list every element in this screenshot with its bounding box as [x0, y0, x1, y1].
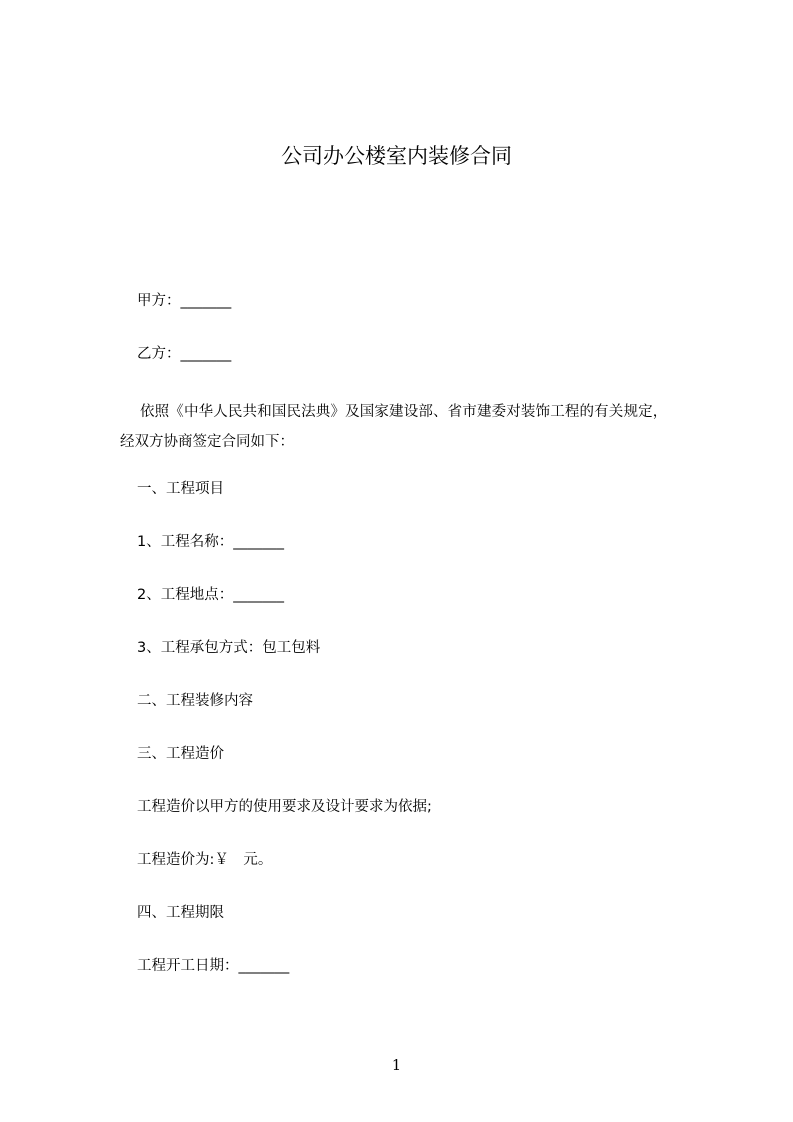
section-4-heading: 四、工程期限 — [137, 905, 224, 921]
intro-paragraph — [120, 397, 717, 457]
contract-method-line: 3、工程承包方式：包工包料 — [137, 640, 321, 656]
project-name-line: 1、工程名称：_______ — [137, 534, 284, 550]
intro-line-1: 依照《中华人民共和国民法典》及国家建设部、省市建委对装饰工程的有关规定， — [140, 404, 668, 420]
document-title: 公司办公楼室内装修合同 — [281, 144, 512, 168]
section-2-heading: 二、工程装修内容 — [137, 693, 253, 709]
intro-line-2: 经双方协商签定合同如下： — [120, 434, 294, 450]
cost-amount-line: 工程造价为:￥ 元。 — [137, 852, 273, 868]
cost-basis-line: 工程造价以甲方的使用要求及设计要求为依据; — [137, 799, 432, 815]
party-b-line: 乙方：_______ — [137, 346, 232, 362]
section-1-heading: 一、工程项目 — [137, 481, 224, 497]
start-date-line: 工程开工日期：_______ — [137, 958, 290, 974]
page-number: 1 — [391, 1058, 402, 1074]
section-3-heading: 三、工程造价 — [137, 746, 224, 762]
project-location-line: 2、工程地点：_______ — [137, 587, 284, 603]
party-a-line: 甲方：_______ — [137, 293, 232, 309]
